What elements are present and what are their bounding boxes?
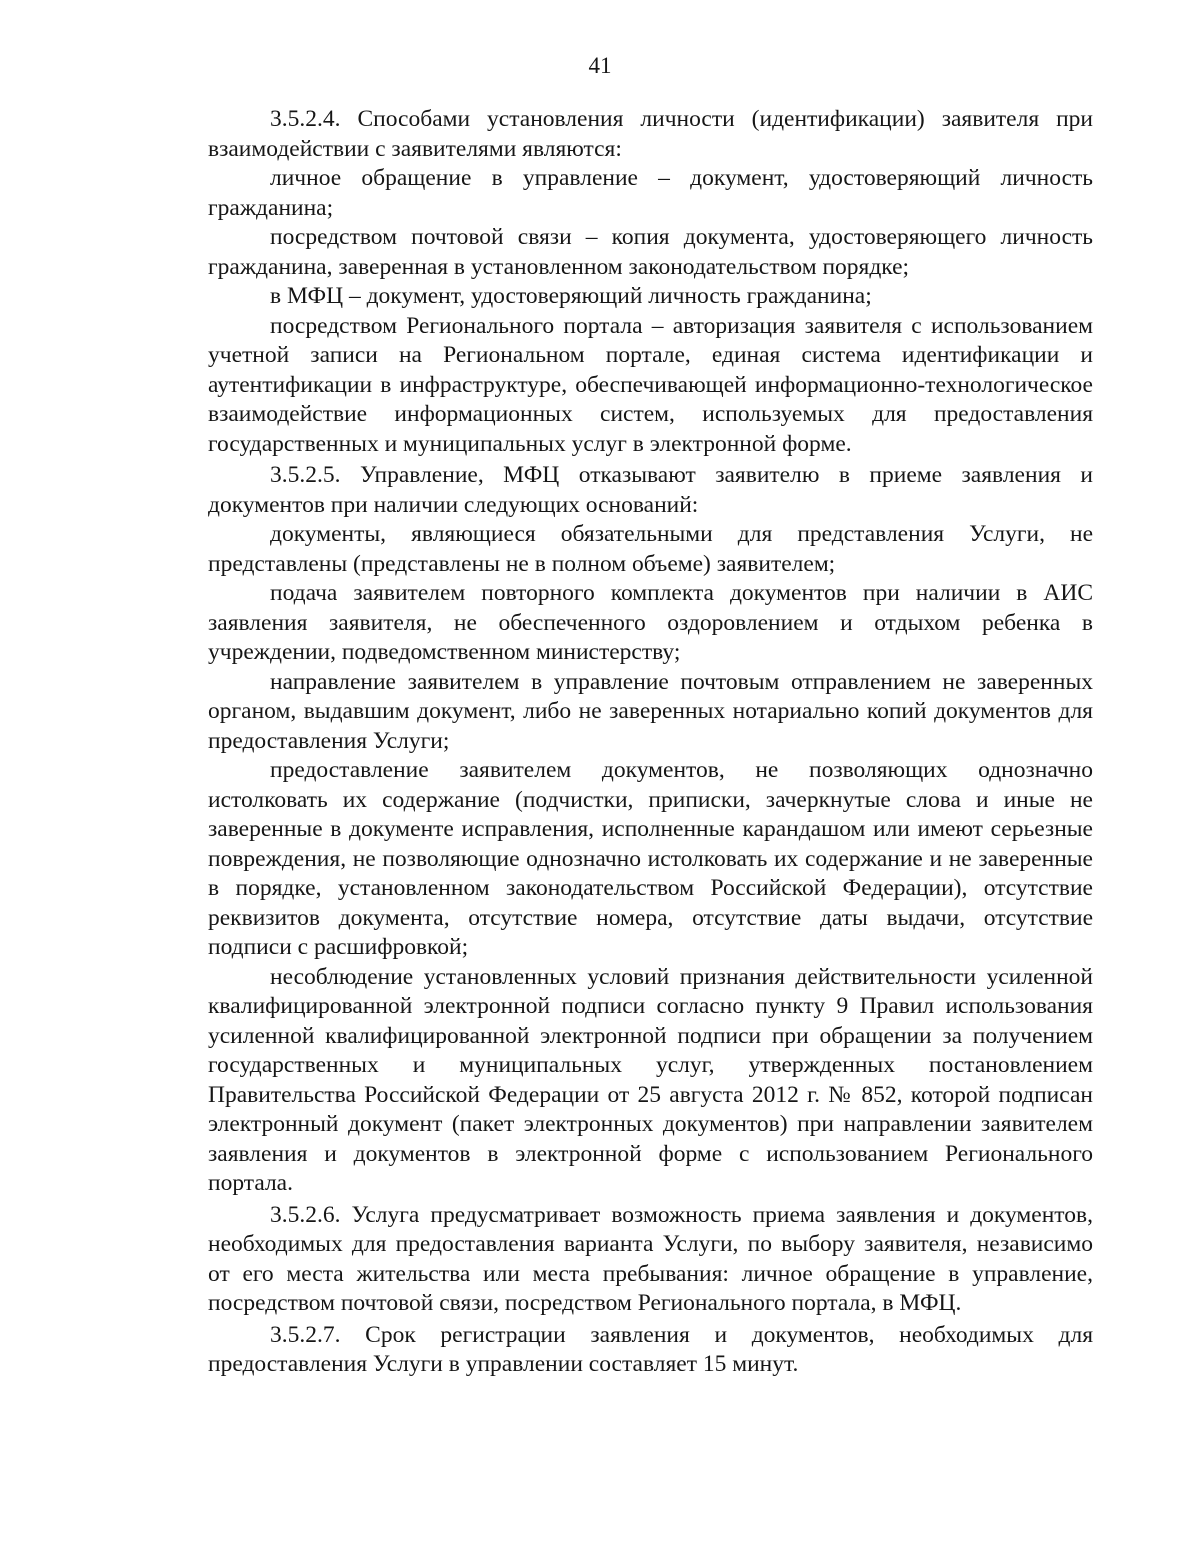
page-number: 41 — [588, 53, 612, 78]
paragraph-3-5-2-5: 3.5.2.5. Управление, МФЦ отказывают заявителю в приеме заявления и документов при наличии следующих оснований: — [208, 462, 1093, 518]
paragraph-3-5-2-6: 3.5.2.6. Услуга предусматривает возможность приема заявления и документов, необходимых для предоставления варианта Услуги, по выбору заявителя, независимо от его места жительства или места пребывания: личное обращение в управление, посредством почтовой связи, посредством Регионального портала, в МФЦ. — [208, 1201, 1093, 1316]
document-body — [208, 105, 1093, 1380]
paragraph-signature-invalid: несоблюдение установленных условий признания действительности усиленной квалифицированной электронной подписи согласно пункту 9 Правил использования усиленной квалифицированной электронной подписи при обращении за получением государственных и муниципальных услуг, утвержденных постановлением Правительства Российской Федерации от 25 августа 2012 г. № 852, которой подписан электронный документ (пакет электронных документов) при направлении заявителем заявления и документов в электронной форме с использованием Регионального портала. — [208, 963, 1093, 1196]
paragraph-3-5-2-4: 3.5.2.4. Способами установления личности (идентификации) заявителя при взаимодействии с заявителями являются: — [208, 106, 1093, 162]
paragraph-repeat-submission: подача заявителем повторного комплекта документов при наличии в АИС заявления заявителя, не обеспеченного оздоровлением и отдыхом ребенка в учреждении, подведомственном министерству; — [208, 580, 1093, 665]
paragraph-ambiguous-docs: предоставление заявителем документов, не позволяющих однозначно истолковать их содержание (подчистки, приписки, зачеркнутые слова и иные не заверенные в документе исправления, исполненные карандашом или имеют серьезные повреждения, не позволяющие однозначно истолковать их содержание и не заверенные в порядке, установленном законодательством Российской Федерации), отсутствие реквизитов документа, отсутствие номера, отсутствие даты выдачи, отсутствие подписи с расшифровкой; — [208, 757, 1093, 960]
paragraph-3-5-2-7: 3.5.2.7. Срок регистрации заявления и документов, необходимых для предоставления Услуги в управлении составляет 15 минут. — [208, 1321, 1093, 1377]
paragraph-docs-not-submitted: документы, являющиеся обязательными для представления Услуги, не представлены (представлены не в полном объеме) заявителем; — [208, 521, 1093, 577]
paragraph-regional-portal: посредством Регионального портала – авторизация заявителя с использованием учетной записи на Региональном портале, единая система идентификации и аутентификации в инфраструктуре, обеспечивающей информационно-технологическое взаимодействие информационных систем, используемых для предоставления государственных и муниципальных услуг в электронной форме. — [208, 312, 1093, 457]
paragraph-postal: посредством почтовой связи – копия документа, удостоверяющего личность гражданина, заверенная в установленном законодательством порядке; — [208, 224, 1093, 280]
paragraph-personal-visit: личное обращение в управление – документ, удостоверяющий личность гражданина; — [208, 165, 1093, 221]
paragraph-mfc: в МФЦ – документ, удостоверяющий личность гражданина; — [270, 283, 872, 309]
paragraph-uncertified-copies: направление заявителем в управление почтовым отправлением не заверенных органом, выдавшим документ, либо не заверенных нотариально копий документов для предоставления Услуги; — [208, 668, 1093, 754]
